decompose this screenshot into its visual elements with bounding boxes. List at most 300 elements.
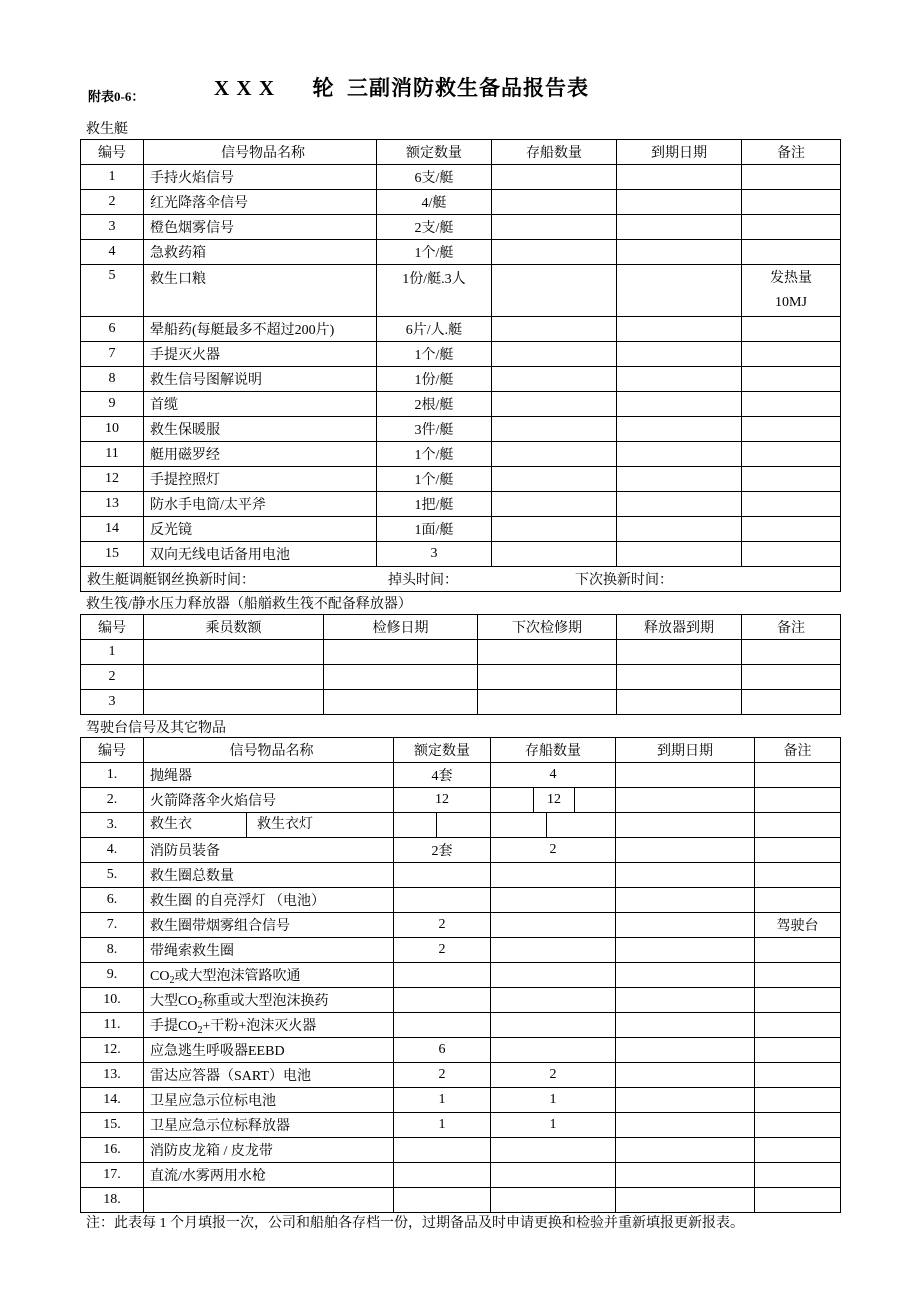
col-header-rated: 额定数量: [377, 140, 492, 165]
cell-no: 3: [81, 215, 144, 240]
cell-remark: [755, 1188, 841, 1213]
cell-remark: [755, 1138, 841, 1163]
cell-rated: 1份/艇: [377, 367, 492, 392]
cell-rated: [394, 988, 491, 1013]
cell-no: 7.: [81, 913, 144, 938]
col-header-no: 编号: [81, 140, 144, 165]
cell-onboard: [492, 517, 617, 542]
cell-name: 卫星应急示位标电池: [144, 1088, 394, 1113]
liferaft-section-label: 救生筏/静水压力释放器（船艏救生筏不配备释放器）: [86, 597, 412, 612]
table-row: [81, 265, 841, 317]
lifeboat-table: [80, 139, 841, 592]
cell-name: 急救药箱: [144, 240, 377, 265]
cell-no: 3: [81, 690, 144, 715]
cell-rated: [394, 788, 491, 813]
cell-onboard: [491, 1188, 616, 1213]
table-row: [81, 963, 841, 988]
cell-rated: 1面/艇: [377, 517, 492, 542]
cell-onboard: [491, 863, 616, 888]
cell-no: 17.: [81, 1163, 144, 1188]
cell-no: 3.: [81, 813, 144, 838]
cell-name-pre: 手提CO: [150, 1018, 198, 1034]
cell-expiry: [617, 265, 742, 317]
cell-onboard: [491, 888, 616, 913]
cell-no: 10: [81, 417, 144, 442]
cell-onboard: [492, 165, 617, 190]
cell-rated: 1个/艇: [377, 442, 492, 467]
rated-value: 12: [435, 792, 449, 807]
next-renewal-label: 下次换新时间：: [575, 573, 673, 588]
cell-onboard: 2: [491, 1063, 616, 1088]
cell-rated: 4套: [394, 763, 491, 788]
table-row: [81, 1013, 841, 1038]
cell-name: 橙色烟雾信号: [144, 215, 377, 240]
table-row: [81, 240, 841, 265]
cell-no: 5: [81, 265, 144, 317]
liferaft-header-row: [81, 615, 841, 640]
table-row: [81, 938, 841, 963]
cell-no: 6.: [81, 888, 144, 913]
table-row: [81, 813, 841, 838]
cell-remark: [755, 1038, 841, 1063]
cell-empty: [324, 665, 478, 690]
cell-expiry: [616, 888, 755, 913]
cell-empty: [144, 640, 324, 665]
cell-name: 抛绳器: [144, 763, 394, 788]
col-header-onboard: 存船数量: [492, 140, 617, 165]
cell-empty: [742, 665, 841, 690]
cell-onboard: 1: [491, 1088, 616, 1113]
cell-empty: [742, 690, 841, 715]
col-header-service-date: 检修日期: [324, 615, 478, 640]
cell-onboard: [492, 215, 617, 240]
cell-remark: [742, 542, 841, 567]
cell-no: 9: [81, 392, 144, 417]
lifeboat-footer-row: [81, 567, 841, 592]
cell-rated: 2支/艇: [377, 215, 492, 240]
cell-name: 反光镜: [144, 517, 377, 542]
cell-name: 手持火焰信号: [144, 165, 377, 190]
cell-onboard: [492, 342, 617, 367]
cell-expiry: [616, 838, 755, 863]
col-header-name: 信号物品名称: [144, 738, 394, 763]
cell-name: 救生圈总数量: [144, 863, 394, 888]
table-row: [81, 492, 841, 517]
cell-rated: 4/艇: [377, 190, 492, 215]
cell-remark: [742, 240, 841, 265]
cell-rated: [394, 1138, 491, 1163]
cell-onboard: [492, 265, 617, 317]
cell-rated: 1个/艇: [377, 240, 492, 265]
cell-onboard: [491, 1138, 616, 1163]
cell-expiry: [616, 1113, 755, 1138]
table-row: [81, 763, 841, 788]
cell-no: 15.: [81, 1113, 144, 1138]
cell-no: 13: [81, 492, 144, 517]
cell-rated: 2套: [394, 838, 491, 863]
table-row: [81, 690, 841, 715]
cell-expiry: [616, 1013, 755, 1038]
cell-expiry: [616, 963, 755, 988]
col-header-remark: 备注: [742, 140, 841, 165]
cell-onboard: [491, 963, 616, 988]
col-header-name: 信号物品名称: [144, 140, 377, 165]
footnote: 注：此表每 1 个月填报一次，公司和船舶各存档一份，过期备品及时申请更换和检验并重新填报更新报表。: [86, 1216, 744, 1231]
bridge-header-row: [81, 738, 841, 763]
cell-name: 救生信号图解说明: [144, 367, 377, 392]
cell-name: 消防员装备: [144, 838, 394, 863]
cell-empty: [144, 690, 324, 715]
table-row: [81, 888, 841, 913]
col-header-expiry: 到期日期: [617, 140, 742, 165]
cell-rated: 2: [394, 938, 491, 963]
col-header-expiry: 到期日期: [616, 738, 755, 763]
remark-line-2: 10MJ: [775, 294, 807, 310]
cell-remark: [755, 1163, 841, 1188]
col-header-release-expiry: 释放器到期: [617, 615, 742, 640]
cell-remark: [742, 165, 841, 190]
cell-remark: [755, 763, 841, 788]
cell-no: 9.: [81, 963, 144, 988]
cell-empty: [478, 665, 617, 690]
table-row: [81, 640, 841, 665]
table-row: [81, 1088, 841, 1113]
cell-name-pre: CO: [150, 968, 170, 984]
cell-expiry: [617, 542, 742, 567]
cell-onboard: [491, 813, 616, 838]
table-row: [81, 517, 841, 542]
remark-line-1: 发热量: [770, 270, 812, 286]
cell-remark: [755, 838, 841, 863]
cell-rated: 3: [377, 542, 492, 567]
cell-expiry: [616, 1038, 755, 1063]
cell-expiry: [617, 442, 742, 467]
cell-remark: [755, 988, 841, 1013]
col-header-remark: 备注: [742, 615, 841, 640]
cell-expiry: [617, 392, 742, 417]
table-row: [81, 392, 841, 417]
cell-name: [144, 963, 394, 988]
cell-remark: [755, 1013, 841, 1038]
table-row: [81, 913, 841, 938]
cell-no: 16.: [81, 1138, 144, 1163]
cell-no: 11: [81, 442, 144, 467]
cell-no: 8: [81, 367, 144, 392]
cell-remark: [755, 1113, 841, 1138]
cell-no: 10.: [81, 988, 144, 1013]
cell-remark: [742, 442, 841, 467]
cell-onboard: [491, 1013, 616, 1038]
table-row: [81, 1038, 841, 1063]
liferaft-table: [80, 614, 841, 715]
cell-remark: [755, 963, 841, 988]
cell-rated: 6片/人.艇: [377, 317, 492, 342]
cell-rated: 1个/艇: [377, 467, 492, 492]
cell-no: 7: [81, 342, 144, 367]
cell-expiry: [616, 1163, 755, 1188]
table-row: [81, 988, 841, 1013]
cell-remark: [755, 888, 841, 913]
table-row: [81, 190, 841, 215]
cell-onboard: 4: [491, 763, 616, 788]
cell-expiry: [616, 1063, 755, 1088]
cell-expiry: [617, 517, 742, 542]
cell-onboard: [491, 788, 616, 813]
cell-name-subscript: 2: [169, 974, 175, 986]
table-row: [81, 1188, 841, 1213]
cell-onboard: [492, 492, 617, 517]
cell-remark: [755, 788, 841, 813]
col-header-capacity: 乘员数额: [144, 615, 324, 640]
cell-name: 带绳索救生圈: [144, 938, 394, 963]
cell-no: 1.: [81, 763, 144, 788]
cell-onboard: 1: [491, 1113, 616, 1138]
cell-onboard: [492, 392, 617, 417]
cell-name-subscript: 2: [197, 1024, 203, 1036]
cell-rated: 6支/艇: [377, 165, 492, 190]
cell-name: 救生口粮: [144, 265, 377, 317]
cell-name: 雷达应答器（SART）电池: [144, 1063, 394, 1088]
cell-expiry: [617, 165, 742, 190]
cell-name: [144, 813, 394, 838]
cell-empty: [478, 640, 617, 665]
cell-remark: [742, 517, 841, 542]
cell-expiry: [616, 1188, 755, 1213]
cell-expiry: [617, 317, 742, 342]
cell-onboard: [491, 938, 616, 963]
cell-name: 手提控照灯: [144, 467, 377, 492]
cell-name-part1: 救生衣: [144, 813, 247, 837]
cell-onboard: [492, 317, 617, 342]
renewal-time-label: 救生艇调艇钢丝换新时间：: [87, 573, 255, 588]
cell-no: 1: [81, 640, 144, 665]
cell-no: 13.: [81, 1063, 144, 1088]
cell-remark: [755, 938, 841, 963]
cell-expiry: [616, 1138, 755, 1163]
cell-expiry: [617, 492, 742, 517]
cell-expiry: [616, 988, 755, 1013]
table-row: [81, 1163, 841, 1188]
table-row: [81, 215, 841, 240]
cell-remark: [742, 492, 841, 517]
cell-rated: [394, 1163, 491, 1188]
cell-onboard: [491, 988, 616, 1013]
table-row: [81, 342, 841, 367]
col-header-remark: 备注: [755, 738, 841, 763]
cell-name-subscript: 2: [197, 999, 203, 1011]
cell-name: 首缆: [144, 392, 377, 417]
cell-expiry: [616, 863, 755, 888]
table-row: [81, 165, 841, 190]
bridge-table: [80, 737, 841, 1213]
cell-remark: [755, 813, 841, 838]
cell-name: 手提灭火器: [144, 342, 377, 367]
lifeboat-header-row: [81, 140, 841, 165]
appendix-label: 附表0-6：: [88, 89, 145, 104]
cell-onboard: [492, 442, 617, 467]
cell-no: 8.: [81, 938, 144, 963]
cell-name: 救生圈带烟雾组合信号: [144, 913, 394, 938]
cell-empty: [478, 690, 617, 715]
cell-onboard: 2: [491, 838, 616, 863]
cell-rated: [394, 1188, 491, 1213]
table-row: [81, 1138, 841, 1163]
cell-no: 2.: [81, 788, 144, 813]
cell-name: 双向无线电话备用电池: [144, 542, 377, 567]
cell-no: 14: [81, 517, 144, 542]
table-row: [81, 1113, 841, 1138]
cell-rated: 2根/艇: [377, 392, 492, 417]
cell-empty: [324, 690, 478, 715]
cell-expiry: [616, 813, 755, 838]
col-header-no: 编号: [81, 615, 144, 640]
turn-time-label: 掉头时间：: [388, 573, 458, 588]
cell-name: 应急逃生呼吸器EEBD: [144, 1038, 394, 1063]
col-header-no: 编号: [81, 738, 144, 763]
cell-remark: [742, 367, 841, 392]
cell-rated: 2: [394, 913, 491, 938]
cell-rated: 1: [394, 1088, 491, 1113]
cell-name: 直流/水雾两用水枪: [144, 1163, 394, 1188]
cell-name-post: +干粉+泡沫灭火器: [202, 1018, 317, 1034]
cell-remark: [742, 215, 841, 240]
cell-expiry: [617, 342, 742, 367]
cell-no: 1: [81, 165, 144, 190]
cell-expiry: [617, 367, 742, 392]
table-row: [81, 317, 841, 342]
cell-expiry: [616, 788, 755, 813]
table-row: [81, 788, 841, 813]
cell-expiry: [616, 1088, 755, 1113]
cell-empty: [144, 665, 324, 690]
cell-name: 火箭降落伞火焰信号: [144, 788, 394, 813]
cell-expiry: [617, 190, 742, 215]
cell-empty: [617, 640, 742, 665]
cell-onboard: [492, 417, 617, 442]
cell-remark: [755, 1063, 841, 1088]
cell-name: 红光降落伞信号: [144, 190, 377, 215]
table-row: [81, 442, 841, 467]
cell-rated: [394, 863, 491, 888]
cell-expiry: [617, 417, 742, 442]
cell-expiry: [617, 240, 742, 265]
cell-rated: 3件/艇: [377, 417, 492, 442]
table-row: [81, 665, 841, 690]
cell-rated: [394, 888, 491, 913]
cell-empty: [617, 690, 742, 715]
cell-name: 消防皮龙箱 / 皮龙带: [144, 1138, 394, 1163]
cell-onboard: [492, 190, 617, 215]
cell-name: [144, 988, 394, 1013]
cell-no: 4.: [81, 838, 144, 863]
table-row: [81, 467, 841, 492]
cell-onboard: [491, 1163, 616, 1188]
cell-no: 4: [81, 240, 144, 265]
cell-remark: [755, 863, 841, 888]
cell-rated: 1: [394, 1113, 491, 1138]
cell-no: 11.: [81, 1013, 144, 1038]
cell-remark: [742, 467, 841, 492]
cell-name: 救生保暖服: [144, 417, 377, 442]
cell-no: 18.: [81, 1188, 144, 1213]
cell-remark: [755, 1088, 841, 1113]
cell-expiry: [617, 467, 742, 492]
table-row: [81, 1063, 841, 1088]
cell-name: 晕船药(每艇最多不超过200片): [144, 317, 377, 342]
col-header-next-service: 下次检修期: [478, 615, 617, 640]
cell-no: 2: [81, 665, 144, 690]
table-row: [81, 367, 841, 392]
cell-remark: 驾驶台: [755, 913, 841, 938]
page-title: X X X 轮 三副消防救生备品报告表: [214, 76, 589, 100]
cell-name: 卫星应急示位标释放器: [144, 1113, 394, 1138]
cell-name: 救生圈 的自亮浮灯 （电池）: [144, 888, 394, 913]
cell-remark: [742, 417, 841, 442]
cell-onboard: [492, 467, 617, 492]
cell-empty: [324, 640, 478, 665]
cell-name: 艇用磁罗经: [144, 442, 377, 467]
onboard-value: 12: [534, 788, 575, 812]
cell-no: 6: [81, 317, 144, 342]
table-row: [81, 542, 841, 567]
col-header-onboard: 存船数量: [491, 738, 616, 763]
cell-rated: 1个/艇: [377, 342, 492, 367]
cell-expiry: [616, 763, 755, 788]
cell-name-pre: 大型CO: [150, 993, 198, 1009]
cell-no: 2: [81, 190, 144, 215]
cell-onboard: [491, 913, 616, 938]
col-header-rated: 额定数量: [394, 738, 491, 763]
cell-expiry: [616, 913, 755, 938]
cell-onboard: [492, 240, 617, 265]
cell-no: 15: [81, 542, 144, 567]
table-row: [81, 417, 841, 442]
cell-remark: [742, 392, 841, 417]
cell-name-post: 或大型泡沫管路吹通: [174, 968, 301, 984]
cell-remark: [742, 317, 841, 342]
cell-no: 5.: [81, 863, 144, 888]
cell-rated: [394, 1013, 491, 1038]
cell-empty: [617, 665, 742, 690]
cell-empty: [742, 640, 841, 665]
cell-remark: [742, 190, 841, 215]
cell-onboard: [492, 367, 617, 392]
bridge-section-label: 驾驶台信号及其它物品: [86, 721, 226, 736]
cell-name: [144, 1188, 394, 1213]
cell-name-post: 称重或大型泡沫换药: [202, 993, 329, 1009]
cell-no: 12.: [81, 1038, 144, 1063]
cell-name: [144, 1013, 394, 1038]
cell-onboard: [492, 542, 617, 567]
cell-rated: [394, 813, 491, 838]
cell-no: 14.: [81, 1088, 144, 1113]
cell-rated: 1份/艇.3人: [377, 265, 492, 317]
cell-rated: [394, 963, 491, 988]
cell-expiry: [616, 938, 755, 963]
table-row: [81, 863, 841, 888]
cell-no: 12: [81, 467, 144, 492]
cell-name: 防水手电筒/太平斧: [144, 492, 377, 517]
cell-rated: 6: [394, 1038, 491, 1063]
lifeboat-section-label: 救生艇: [86, 122, 128, 137]
cell-rated: 2: [394, 1063, 491, 1088]
cell-name-part2: 救生衣灯: [257, 817, 313, 832]
cell-remark: [742, 265, 841, 317]
cell-expiry: [617, 215, 742, 240]
cell-rated: 1把/艇: [377, 492, 492, 517]
table-row: [81, 838, 841, 863]
cell-onboard: [491, 1038, 616, 1063]
